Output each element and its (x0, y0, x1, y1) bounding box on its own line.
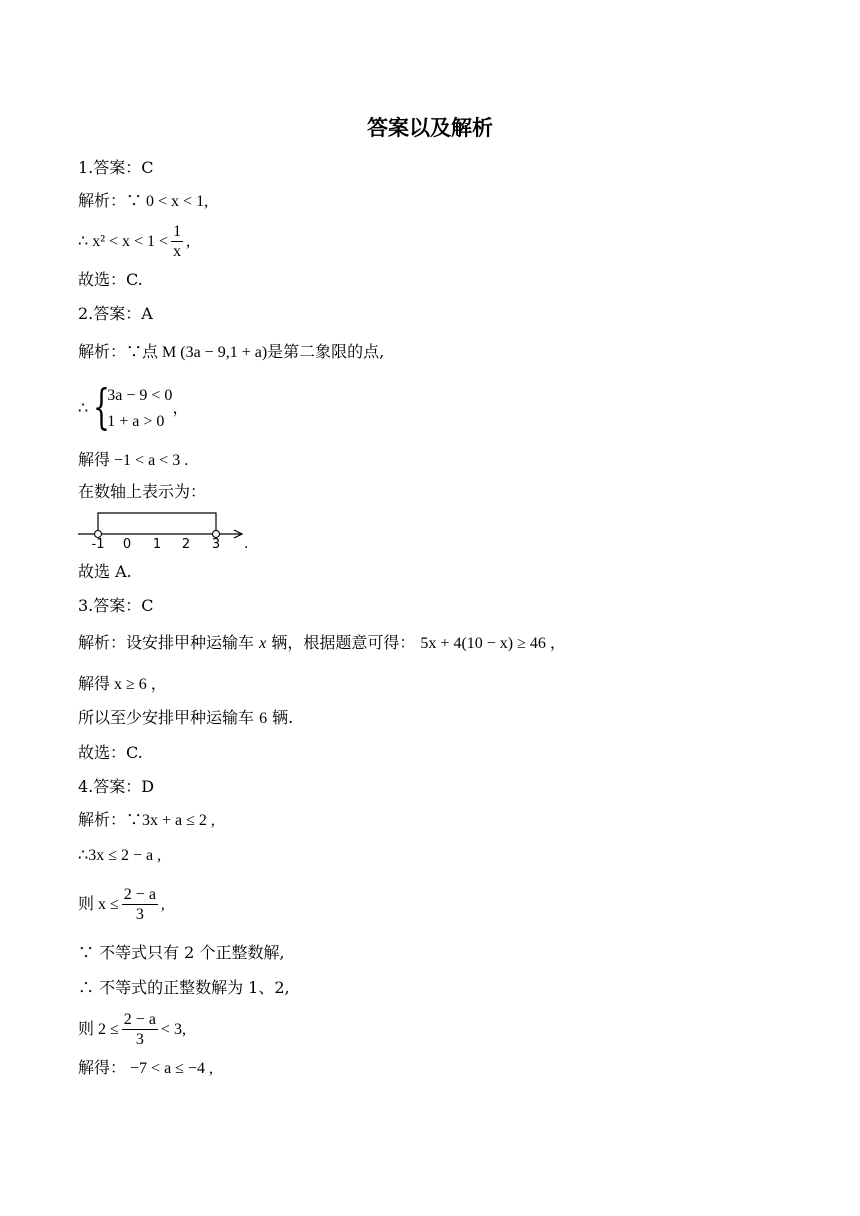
q4-solve-label: 解得： (78, 1058, 127, 1077)
q3-solve-label: 解得 (78, 674, 111, 693)
q3-conclusion-post: 辆. (267, 708, 294, 727)
q3-variable: x (259, 635, 267, 652)
q4-therefore-line (78, 845, 161, 866)
q4-fraction (122, 885, 158, 924)
q1-choice: 故选：C. (78, 270, 143, 289)
tick-label-neg1: -1 (91, 537, 105, 550)
q3-analysis-line (78, 633, 566, 654)
fraction-numerator: 2 − a (123, 886, 156, 903)
q3-inequality: 5x + 4(10 − x) ≥ 46 ， (420, 635, 566, 652)
q2-system-line (78, 378, 189, 435)
q3-solve-line (78, 674, 167, 695)
q4-range-pre: 2 ≤ (94, 1021, 119, 1038)
q3-conclusion-pre: 所以至少安排甲种运输车 (78, 708, 260, 727)
q4-then-pre: x ≤ (94, 896, 119, 913)
q2-solve-expr: −1 < a < 3 . (110, 452, 189, 469)
therefore-symbol: ∴ (78, 231, 89, 250)
fraction-denominator: 3 (135, 906, 144, 923)
q4-then-line (78, 883, 165, 926)
q1-therefore-line (78, 222, 190, 261)
q2-point-expr: M (3a − 9,1 + a) (158, 344, 268, 361)
q3-analysis-mid: 辆，根据题意可得： (271, 633, 416, 652)
q2-system-tail: ， (172, 398, 189, 417)
axis-period: . (244, 536, 249, 550)
q4-because-line: ∵ 不等式只有 2 个正整数解, (78, 943, 285, 962)
q4-range-label: 则 (78, 1019, 95, 1038)
solution-bracket (98, 513, 216, 534)
q4-range-fraction (122, 1010, 158, 1049)
q1-answer: 1.答案：C (78, 158, 154, 177)
q1-analysis-line (78, 191, 208, 212)
q4-therefore-line-2: ∴ 不等式的正整数解为 1、2, (78, 978, 290, 997)
q4-analysis-expr: 3x + a ≤ 2 , (142, 812, 215, 829)
q3-analysis-pre: 解析：设安排甲种运输车 (78, 633, 255, 652)
q3-conclusion-num: 6 (259, 710, 268, 727)
q4-then-label: 则 (78, 894, 95, 913)
fraction-denominator: 3 (135, 1031, 144, 1048)
therefore-symbol: ∴ (78, 398, 89, 417)
q4-range-line (78, 1008, 186, 1051)
brace-icon: { (93, 378, 111, 435)
q3-solve-expr: x ≥ 6 ， (110, 676, 167, 693)
fraction-numerator: 2 − a (123, 1011, 156, 1028)
q1-analysis-label: 解析：∵ (78, 191, 143, 210)
q4-then-tail: , (160, 896, 165, 913)
q4-range-tail: < 3, (160, 1021, 186, 1038)
system-row-1: 3a − 9 < 0 (107, 386, 173, 404)
tick-label-1: 1 (152, 537, 162, 550)
q2-axis-text: 在数轴上表示为： (78, 482, 207, 501)
q4-analysis-label: 解析：∵ (78, 810, 143, 829)
q2-choice: 故选 A. (78, 562, 132, 581)
fraction-denominator: x (173, 243, 182, 260)
tick-label-2: 2 (181, 537, 191, 550)
tick-label-0: 0 (122, 537, 132, 550)
q1-fraction (171, 222, 183, 261)
q3-answer: 3.答案：C (78, 596, 154, 615)
q2-analysis-label: 解析：∵点 (78, 342, 159, 361)
q1-therefore-tail: , (186, 233, 191, 250)
q2-solve-label: 解得 (78, 450, 111, 469)
q2-analysis-tail: 是第二象限的点, (267, 342, 385, 361)
q2-answer: 2.答案：A (78, 304, 153, 323)
therefore-symbol: ∴ (78, 845, 89, 864)
q4-analysis-line (78, 810, 215, 831)
q3-choice: 故选：C. (78, 743, 143, 762)
number-line-figure (76, 508, 266, 550)
q2-analysis-line (78, 342, 384, 363)
q4-solve-expr: −7 < a ≤ −4 , (126, 1060, 213, 1077)
q1-therefore-expr: x² < x < 1 < (88, 233, 169, 250)
page-title: 答案以及解析 (367, 116, 493, 140)
q2-solve-line (78, 450, 188, 471)
q1-analysis-expr: 0 < x < 1, (142, 193, 209, 210)
inequality-system (93, 378, 173, 435)
q3-conclusion (78, 708, 293, 729)
system-row-2: 1 + a > 0 (107, 412, 165, 430)
q4-therefore-expr: 3x ≤ 2 − a , (88, 847, 162, 864)
q4-solve-line (78, 1058, 213, 1079)
fraction-numerator: 1 (173, 223, 182, 240)
tick-label-3: 3 (211, 537, 221, 550)
q4-answer: 4.答案：D (78, 777, 155, 796)
